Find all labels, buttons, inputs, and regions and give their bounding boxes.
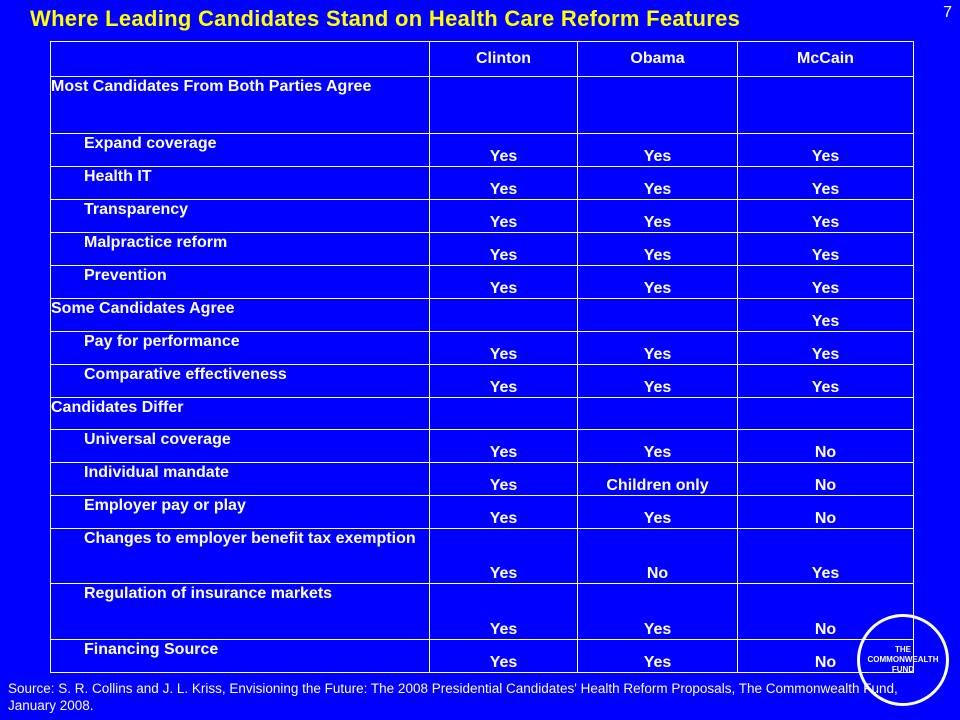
cell-mccain (738, 77, 914, 134)
cell-clinton: Yes (430, 463, 578, 496)
feature-label: Regulation of insurance markets (51, 584, 430, 640)
cell-clinton: Yes (430, 529, 578, 584)
table-row (51, 529, 914, 584)
cell-clinton (430, 77, 578, 134)
header-feature (51, 42, 430, 77)
table-row (51, 200, 914, 233)
cell-mccain: Yes (738, 233, 914, 266)
cell-clinton: Yes (430, 266, 578, 299)
cell-mccain: Yes (738, 134, 914, 167)
table-row (51, 496, 914, 529)
cell-clinton: Yes (430, 134, 578, 167)
cell-obama: Yes (578, 134, 738, 167)
feature-label: Universal coverage (51, 430, 430, 463)
cell-clinton (430, 299, 578, 332)
cell-clinton: Yes (430, 640, 578, 673)
cell-obama (578, 299, 738, 332)
logo-line-1: THE (895, 645, 911, 654)
cell-mccain: Yes (738, 365, 914, 398)
table-row (51, 266, 914, 299)
cell-clinton: Yes (430, 167, 578, 200)
cell-mccain: No (738, 640, 914, 673)
cell-clinton: Yes (430, 496, 578, 529)
feature-label: Changes to employer benefit tax exemption (51, 529, 430, 584)
table-row (51, 640, 914, 673)
cell-mccain (738, 398, 914, 430)
feature-label: Health IT (51, 167, 430, 200)
cell-clinton: Yes (430, 584, 578, 640)
logo-line-3: FUND (891, 665, 915, 674)
section-label: Some Candidates Agree (51, 299, 430, 332)
header-obama: Obama (578, 42, 738, 77)
table-row (51, 167, 914, 200)
feature-label: Transparency (51, 200, 430, 233)
cell-clinton: Yes (430, 365, 578, 398)
section-label: Most Candidates From Both Parties Agree (51, 77, 430, 134)
cell-obama: No (578, 529, 738, 584)
cell-clinton: Yes (430, 233, 578, 266)
cell-mccain: Yes (738, 266, 914, 299)
cell-obama: Yes (578, 200, 738, 233)
commonwealth-fund-logo (857, 614, 949, 706)
source-footnote: Source: S. R. Collins and J. L. Kriss, Envisioning the Future: The 2008 Presidential Candidates' Health Reform Proposals, The Commonwealth Fund, January 2008. (8, 681, 898, 713)
cell-obama: Yes (578, 167, 738, 200)
section-label: Candidates Differ (51, 398, 430, 430)
table-row (51, 365, 914, 398)
cell-mccain: No (738, 430, 914, 463)
cell-obama: Yes (578, 496, 738, 529)
cell-obama: Yes (578, 233, 738, 266)
cell-obama: Yes (578, 365, 738, 398)
feature-label: Employer pay or play (51, 496, 430, 529)
cell-obama: Children only (578, 463, 738, 496)
cell-mccain: Yes (738, 299, 914, 332)
feature-label: Expand coverage (51, 134, 430, 167)
cell-obama: Yes (578, 430, 738, 463)
table-row (51, 398, 914, 430)
feature-label: Comparative effectiveness (51, 365, 430, 398)
feature-label: Prevention (51, 266, 430, 299)
cell-clinton: Yes (430, 200, 578, 233)
feature-label: Financing Source (51, 640, 430, 673)
feature-label: Individual mandate (51, 463, 430, 496)
cell-clinton: Yes (430, 332, 578, 365)
cell-mccain: Yes (738, 332, 914, 365)
table-row (51, 332, 914, 365)
cell-mccain: No (738, 496, 914, 529)
cell-obama: Yes (578, 332, 738, 365)
table-row (51, 134, 914, 167)
cell-mccain: Yes (738, 167, 914, 200)
slide-title: Where Leading Candidates Stand on Health Care Reform Features (30, 6, 741, 31)
cell-obama: Yes (578, 266, 738, 299)
cell-obama: Yes (578, 640, 738, 673)
table-row (51, 299, 914, 332)
cell-clinton: Yes (430, 430, 578, 463)
table-row (51, 584, 914, 640)
feature-label: Malpractice reform (51, 233, 430, 266)
cell-clinton (430, 398, 578, 430)
cell-mccain: Yes (738, 200, 914, 233)
cell-obama: Yes (578, 584, 738, 640)
table-header-row (51, 42, 914, 77)
table-row (51, 463, 914, 496)
cell-obama (578, 77, 738, 134)
header-clinton: Clinton (430, 42, 578, 77)
feature-label: Pay for performance (51, 332, 430, 365)
page-number: 7 (943, 4, 952, 21)
logo-line-2: COMMONWEALTH (867, 655, 939, 664)
cell-mccain: Yes (738, 529, 914, 584)
table-row (51, 233, 914, 266)
table-row (51, 77, 914, 134)
candidates-table (50, 41, 914, 673)
header-mccain: McCain (738, 42, 914, 77)
table-row (51, 430, 914, 463)
cell-obama (578, 398, 738, 430)
cell-mccain: No (738, 463, 914, 496)
cell-mccain: No (738, 584, 914, 640)
